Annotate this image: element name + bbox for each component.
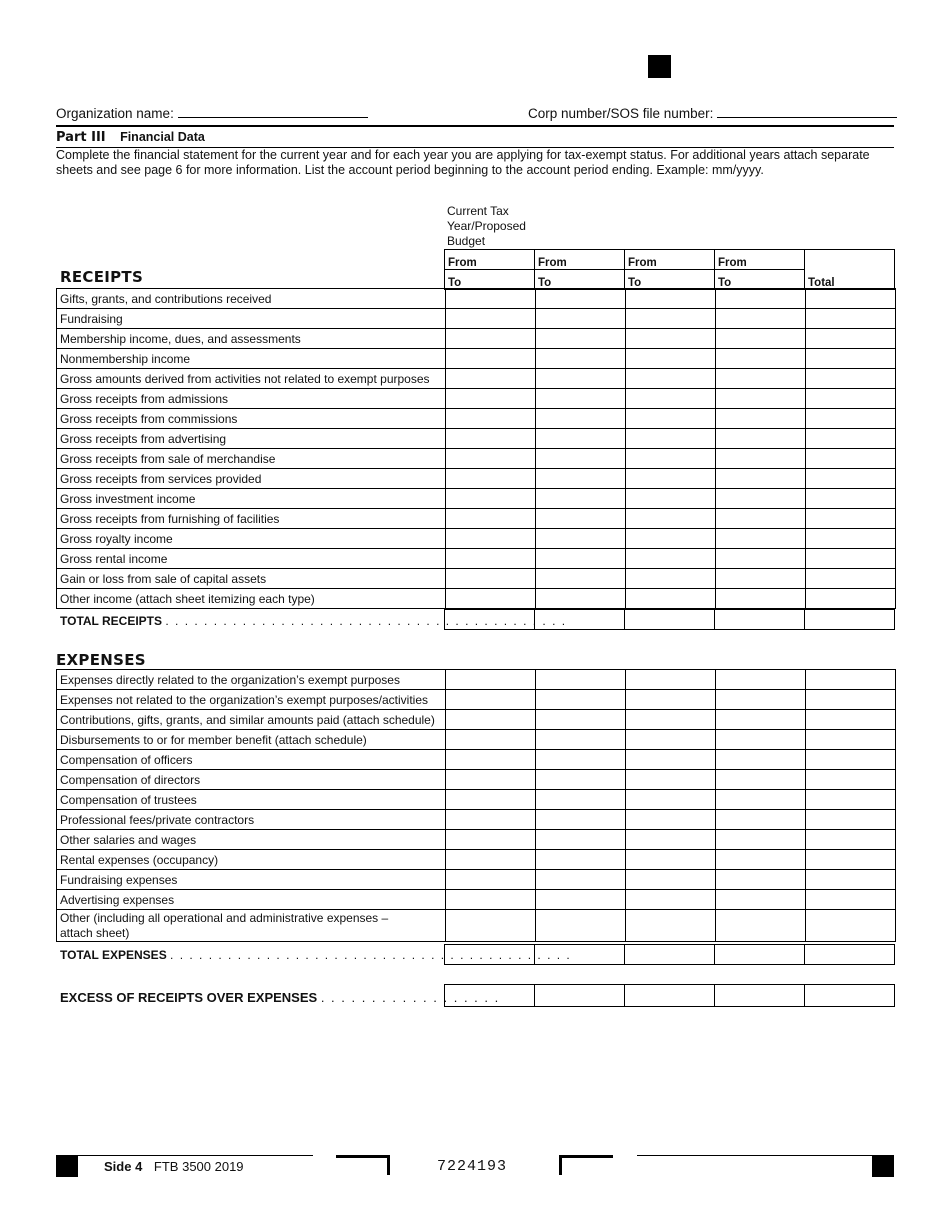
other-expenses-line-2: attach sheet)	[60, 925, 130, 940]
receipts-row-label: Gross receipts from admissions	[57, 389, 446, 409]
total-expenses-dots: . . . . . . . . . . . . . . . . . . . . . . . . . . . . . . . . . . . . . . . . . .	[170, 948, 572, 962]
excess-text: EXCESS OF RECEIPTS OVER EXPENSES	[60, 990, 318, 1005]
receipts-amount-cell[interactable]	[536, 369, 626, 389]
total-receipts-cell[interactable]	[625, 610, 715, 630]
expenses-amount-cell[interactable]	[806, 690, 896, 710]
expenses-amount-cell[interactable]	[716, 830, 806, 850]
expenses-amount-cell[interactable]	[626, 790, 716, 810]
receipts-amount-cell[interactable]	[536, 449, 626, 469]
expenses-row	[57, 890, 896, 910]
from-cell-4[interactable]	[715, 250, 805, 270]
total-expenses-cells	[444, 944, 895, 965]
receipts-amount-cell[interactable]	[536, 349, 626, 369]
total-expenses-cell[interactable]	[805, 945, 895, 965]
expenses-amount-cell[interactable]	[536, 850, 626, 870]
expenses-amount-cell[interactable]	[446, 870, 536, 890]
expenses-amount-cell[interactable]	[716, 810, 806, 830]
receipts-row	[57, 489, 896, 509]
expenses-amount-cell[interactable]	[806, 750, 896, 770]
receipts-amount-cell[interactable]	[806, 549, 896, 569]
receipts-amount-cell[interactable]	[716, 549, 806, 569]
receipts-row	[57, 529, 896, 549]
receipts-row-label: Gross receipts from advertising	[57, 429, 446, 449]
receipts-amount-cell[interactable]	[806, 409, 896, 429]
expenses-amount-cell[interactable]	[626, 770, 716, 790]
expenses-row-label: Compensation of trustees	[57, 790, 446, 810]
total-receipts-cell[interactable]	[805, 610, 895, 630]
expenses-row-label: Expenses not related to the organization’s exempt purposes/activities	[57, 690, 446, 710]
from-cell-2[interactable]	[535, 250, 625, 270]
excess-cell[interactable]	[535, 985, 625, 1007]
receipts-amount-cell[interactable]	[806, 329, 896, 349]
receipts-amount-cell[interactable]	[716, 489, 806, 509]
receipts-amount-cell[interactable]	[716, 369, 806, 389]
expenses-amount-cell[interactable]	[716, 910, 806, 942]
receipts-row	[57, 289, 896, 309]
receipts-row-label: Gain or loss from sale of capital assets	[57, 569, 446, 589]
receipts-amount-cell[interactable]	[716, 469, 806, 489]
expenses-amount-cell[interactable]	[446, 850, 536, 870]
total-expenses-cell[interactable]	[625, 945, 715, 965]
expenses-amount-cell[interactable]	[446, 810, 536, 830]
expenses-amount-cell[interactable]	[626, 850, 716, 870]
receipts-amount-cell[interactable]	[536, 429, 626, 449]
expenses-amount-cell[interactable]	[536, 770, 626, 790]
expenses-amount-cell[interactable]	[626, 830, 716, 850]
receipts-amount-cell[interactable]	[626, 349, 716, 369]
receipts-amount-cell[interactable]	[716, 589, 806, 609]
total-expenses-cell[interactable]	[535, 945, 625, 965]
receipts-row	[57, 409, 896, 429]
receipts-amount-cell[interactable]	[446, 449, 536, 469]
current-year-header: Current Tax Year/Proposed Budget	[447, 204, 526, 248]
excess-cells	[444, 984, 895, 1007]
receipts-amount-cell[interactable]	[806, 529, 896, 549]
expenses-amount-cell[interactable]	[626, 910, 716, 942]
receipts-amount-cell[interactable]	[536, 389, 626, 409]
receipts-amount-cell[interactable]	[536, 309, 626, 329]
expenses-row-label: Fundraising expenses	[57, 870, 446, 890]
expenses-row	[57, 730, 896, 750]
total-receipts-cell[interactable]	[445, 610, 535, 630]
receipts-amount-cell[interactable]	[716, 409, 806, 429]
expenses-row	[57, 870, 896, 890]
expenses-amount-cell[interactable]	[536, 730, 626, 750]
expenses-amount-cell[interactable]	[536, 830, 626, 850]
receipts-amount-cell[interactable]	[536, 489, 626, 509]
expenses-amount-cell[interactable]	[806, 850, 896, 870]
to-label: To	[448, 277, 462, 289]
expenses-amount-cell[interactable]	[806, 770, 896, 790]
to-cell-3[interactable]	[625, 270, 715, 290]
receipts-amount-cell[interactable]	[536, 469, 626, 489]
receipts-row	[57, 469, 896, 489]
other-expenses-line-1: Other (including all operational and administrative expenses –	[60, 910, 389, 925]
receipts-amount-cell[interactable]	[446, 329, 536, 349]
receipts-row-label: Gross investment income	[57, 489, 446, 509]
part-instructions: Complete the financial statement for the current year and for each year you are applying for tax-exempt status. For additional years attach separate sheets and see page 6 for more information. List the account period beginning to the account period ending. Example: mm/yyyy.	[56, 148, 870, 177]
receipts-amount-cell[interactable]	[806, 309, 896, 329]
expenses-amount-cell[interactable]	[536, 710, 626, 730]
footer-bracket-right	[559, 1155, 613, 1175]
receipts-grid	[56, 288, 896, 609]
total-receipts-text: TOTAL RECEIPTS	[60, 614, 163, 628]
organization-name-line[interactable]	[178, 105, 368, 118]
expenses-row-label: Disbursements to or for member benefit (attach schedule)	[57, 730, 446, 750]
footer-mark-left	[56, 1155, 78, 1177]
expenses-amount-cell[interactable]	[626, 730, 716, 750]
receipts-amount-cell[interactable]	[536, 549, 626, 569]
receipts-amount-cell[interactable]	[716, 389, 806, 409]
receipts-row-label: Gross receipts from furnishing of facilities	[57, 509, 446, 529]
expenses-amount-cell[interactable]	[716, 870, 806, 890]
footer-rule-left	[78, 1155, 313, 1156]
receipts-amount-cell[interactable]	[626, 329, 716, 349]
receipts-amount-cell[interactable]	[806, 429, 896, 449]
receipts-amount-cell[interactable]	[536, 329, 626, 349]
receipts-amount-cell[interactable]	[806, 449, 896, 469]
expenses-amount-cell[interactable]	[626, 870, 716, 890]
expenses-amount-cell[interactable]	[446, 690, 536, 710]
expenses-amount-cell[interactable]	[626, 710, 716, 730]
period-header-grid	[444, 249, 895, 290]
expenses-row-label: Compensation of officers	[57, 750, 446, 770]
expenses-amount-cell[interactable]	[716, 790, 806, 810]
total-receipts-cell[interactable]	[715, 610, 805, 630]
expenses-row	[57, 690, 896, 710]
receipts-amount-cell[interactable]	[626, 549, 716, 569]
receipts-amount-cell[interactable]	[716, 289, 806, 309]
receipts-row-label: Gross royalty income	[57, 529, 446, 549]
expenses-amount-cell[interactable]	[626, 670, 716, 690]
expenses-row	[57, 670, 896, 690]
expenses-row-label: Other salaries and wages	[57, 830, 446, 850]
receipts-amount-cell[interactable]	[626, 509, 716, 529]
footer-bracket-left	[336, 1155, 390, 1175]
expenses-row	[57, 750, 896, 770]
receipts-amount-cell[interactable]	[626, 309, 716, 329]
receipts-row-label: Membership income, dues, and assessments	[57, 329, 446, 349]
receipts-amount-cell[interactable]	[806, 589, 896, 609]
total-receipts-dots: . . . . . . . . . . . . . . . . . . . . . . . . . . . . . . . . . . . . . . . . . .	[165, 614, 567, 628]
to-cell-1[interactable]	[445, 270, 535, 290]
expenses-amount-cell[interactable]	[536, 790, 626, 810]
receipts-amount-cell[interactable]	[716, 509, 806, 529]
total-receipts-cells	[444, 609, 895, 630]
from-label: From	[718, 257, 747, 269]
receipts-amount-cell[interactable]	[536, 409, 626, 429]
receipts-amount-cell[interactable]	[626, 469, 716, 489]
footer-side: Side 4	[104, 1159, 143, 1174]
receipts-row	[57, 369, 896, 389]
expenses-amount-cell[interactable]	[446, 670, 536, 690]
expenses-amount-cell[interactable]	[536, 910, 626, 942]
expenses-amount-cell[interactable]	[446, 910, 536, 942]
receipts-amount-cell[interactable]	[536, 289, 626, 309]
expenses-amount-cell[interactable]	[716, 710, 806, 730]
corp-number-label: Corp number/SOS file number:	[528, 106, 714, 121]
part-heading	[56, 128, 205, 146]
receipts-row	[57, 329, 896, 349]
footer-mark-right	[872, 1155, 894, 1177]
receipts-row-label: Gross receipts from sale of merchandise	[57, 449, 446, 469]
receipts-amount-cell[interactable]	[626, 429, 716, 449]
expenses-amount-cell[interactable]	[716, 850, 806, 870]
receipts-amount-cell[interactable]	[446, 409, 536, 429]
total-expenses-text: TOTAL EXPENSES	[60, 948, 167, 962]
expenses-row	[57, 790, 896, 810]
receipts-amount-cell[interactable]	[446, 589, 536, 609]
expenses-amount-cell[interactable]	[536, 690, 626, 710]
receipts-amount-cell[interactable]	[626, 389, 716, 409]
expenses-title: EXPENSES	[56, 651, 146, 669]
receipts-amount-cell[interactable]	[806, 289, 896, 309]
expenses-amount-cell[interactable]	[806, 830, 896, 850]
receipts-amount-cell[interactable]	[446, 469, 536, 489]
expenses-amount-cell[interactable]	[716, 690, 806, 710]
expenses-amount-cell[interactable]	[446, 750, 536, 770]
receipts-amount-cell[interactable]	[806, 509, 896, 529]
expenses-amount-cell[interactable]	[806, 870, 896, 890]
expenses-amount-cell[interactable]	[806, 730, 896, 750]
expenses-row-label: Rental expenses (occupancy)	[57, 850, 446, 870]
total-expenses-cell[interactable]	[715, 945, 805, 965]
header-rule	[56, 125, 894, 127]
receipts-amount-cell[interactable]	[626, 409, 716, 429]
expenses-amount-cell[interactable]	[806, 810, 896, 830]
receipts-amount-cell[interactable]	[806, 569, 896, 589]
excess-cell[interactable]	[715, 985, 805, 1007]
excess-label	[60, 990, 500, 1005]
excess-cell[interactable]	[805, 985, 895, 1007]
expenses-row-label: Advertising expenses	[57, 890, 446, 910]
expenses-grid	[56, 669, 896, 942]
receipts-amount-cell[interactable]	[536, 569, 626, 589]
receipts-row-label: Other income (attach sheet itemizing each type)	[57, 589, 446, 609]
expenses-row	[57, 850, 896, 870]
to-cell-2[interactable]	[535, 270, 625, 290]
expenses-row-label: Professional fees/private contractors	[57, 810, 446, 830]
receipts-row	[57, 389, 896, 409]
excess-cell[interactable]	[445, 985, 535, 1007]
expenses-amount-cell[interactable]	[716, 890, 806, 910]
receipts-title: RECEIPTS	[60, 268, 144, 286]
receipts-amount-cell[interactable]	[716, 569, 806, 589]
receipts-amount-cell[interactable]	[536, 509, 626, 529]
from-label: From	[628, 257, 657, 269]
expenses-amount-cell[interactable]	[716, 730, 806, 750]
expenses-amount-cell[interactable]	[626, 890, 716, 910]
to-cell-4[interactable]	[715, 270, 805, 290]
receipts-amount-cell[interactable]	[716, 329, 806, 349]
footer-rule-right	[637, 1155, 872, 1156]
from-cell-3[interactable]	[625, 250, 715, 270]
receipts-amount-cell[interactable]	[806, 389, 896, 409]
receipts-row-label: Gross receipts from commissions	[57, 409, 446, 429]
receipts-amount-cell[interactable]	[446, 529, 536, 549]
expenses-amount-cell[interactable]	[536, 750, 626, 770]
receipts-row-label: Gross rental income	[57, 549, 446, 569]
expenses-amount-cell[interactable]	[446, 890, 536, 910]
expenses-row	[57, 710, 896, 730]
receipts-row-label: Fundraising	[57, 309, 446, 329]
receipts-amount-cell[interactable]	[536, 589, 626, 609]
organization-name-field[interactable]	[56, 105, 368, 121]
total-receipts-cell[interactable]	[535, 610, 625, 630]
expenses-row	[57, 910, 896, 942]
receipts-amount-cell[interactable]	[626, 289, 716, 309]
from-label: From	[538, 257, 567, 269]
receipts-row-label: Nonmembership income	[57, 349, 446, 369]
receipts-amount-cell[interactable]	[716, 449, 806, 469]
expenses-amount-cell[interactable]	[626, 810, 716, 830]
expenses-amount-cell[interactable]	[806, 670, 896, 690]
receipts-amount-cell[interactable]	[626, 569, 716, 589]
receipts-row-label: Gross receipts from services provided	[57, 469, 446, 489]
part-number: Part III	[56, 130, 106, 145]
expenses-row	[57, 810, 896, 830]
receipts-row	[57, 589, 896, 609]
expenses-amount-cell[interactable]	[536, 670, 626, 690]
from-label: From	[448, 257, 477, 269]
receipts-row-label: Gifts, grants, and contributions received	[57, 289, 446, 309]
receipts-amount-cell[interactable]	[446, 549, 536, 569]
total-header-cell	[805, 250, 895, 290]
expenses-row	[57, 770, 896, 790]
receipts-row-label: Gross amounts derived from activities not related to exempt purposes	[57, 369, 446, 389]
expenses-amount-cell[interactable]	[536, 870, 626, 890]
expenses-amount-cell[interactable]	[716, 770, 806, 790]
receipts-amount-cell[interactable]	[446, 349, 536, 369]
receipts-amount-cell[interactable]	[716, 429, 806, 449]
receipts-amount-cell[interactable]	[446, 369, 536, 389]
corp-number-line[interactable]	[717, 105, 897, 118]
receipts-amount-cell[interactable]	[806, 469, 896, 489]
expenses-amount-cell[interactable]	[446, 710, 536, 730]
receipts-amount-cell[interactable]	[626, 449, 716, 469]
to-label: To	[718, 277, 732, 289]
receipts-amount-cell[interactable]	[446, 429, 536, 449]
expenses-amount-cell[interactable]	[446, 730, 536, 750]
expenses-amount-cell[interactable]	[806, 790, 896, 810]
receipts-amount-cell[interactable]	[716, 529, 806, 549]
receipts-amount-cell[interactable]	[446, 289, 536, 309]
excess-cell[interactable]	[625, 985, 715, 1007]
to-label: To	[628, 277, 642, 289]
footer-form-id	[104, 1159, 244, 1174]
expenses-row-label: Expenses directly related to the organization’s exempt purposes	[57, 670, 446, 690]
receipts-row	[57, 549, 896, 569]
total-expenses-cell[interactable]	[445, 945, 535, 965]
receipts-row	[57, 509, 896, 529]
expenses-row-label	[57, 910, 446, 942]
expenses-row-label: Compensation of directors	[57, 770, 446, 790]
expenses-amount-cell[interactable]	[536, 890, 626, 910]
footer-code: 7224193	[437, 1158, 508, 1175]
receipts-row	[57, 309, 896, 329]
receipts-row	[57, 349, 896, 369]
receipts-row	[57, 569, 896, 589]
receipts-amount-cell[interactable]	[806, 489, 896, 509]
receipts-amount-cell[interactable]	[626, 589, 716, 609]
receipts-amount-cell[interactable]	[806, 369, 896, 389]
part-title: Financial Data	[120, 130, 205, 144]
receipts-amount-cell[interactable]	[626, 529, 716, 549]
receipts-amount-cell[interactable]	[626, 369, 716, 389]
expenses-amount-cell[interactable]	[806, 910, 896, 942]
receipts-amount-cell[interactable]	[626, 489, 716, 509]
expenses-row-label: Contributions, gifts, grants, and similar amounts paid (attach schedule)	[57, 710, 446, 730]
footer-form: FTB 3500 2019	[153, 1159, 244, 1174]
expenses-amount-cell[interactable]	[536, 810, 626, 830]
corp-number-field[interactable]	[528, 105, 897, 121]
expenses-amount-cell[interactable]	[446, 830, 536, 850]
receipts-amount-cell[interactable]	[806, 349, 896, 369]
expenses-amount-cell[interactable]	[716, 750, 806, 770]
receipts-amount-cell[interactable]	[716, 309, 806, 329]
receipts-row	[57, 449, 896, 469]
registration-mark	[648, 55, 671, 78]
receipts-amount-cell[interactable]	[716, 349, 806, 369]
expenses-amount-cell[interactable]	[626, 690, 716, 710]
to-label: To	[538, 277, 552, 289]
receipts-amount-cell[interactable]	[446, 569, 536, 589]
receipts-row	[57, 429, 896, 449]
expenses-amount-cell[interactable]	[806, 710, 896, 730]
receipts-amount-cell[interactable]	[446, 389, 536, 409]
expenses-amount-cell[interactable]	[806, 890, 896, 910]
total-label: Total	[808, 277, 835, 289]
expenses-row	[57, 830, 896, 850]
receipts-amount-cell[interactable]	[446, 509, 536, 529]
expenses-amount-cell[interactable]	[446, 790, 536, 810]
receipts-amount-cell[interactable]	[536, 529, 626, 549]
expenses-amount-cell[interactable]	[446, 770, 536, 790]
expenses-amount-cell[interactable]	[626, 750, 716, 770]
excess-dots: . . . . . . . . . . . . . . . . . .	[320, 990, 500, 1005]
expenses-amount-cell[interactable]	[716, 670, 806, 690]
from-cell-1[interactable]	[445, 250, 535, 270]
receipts-amount-cell[interactable]	[446, 309, 536, 329]
receipts-amount-cell[interactable]	[446, 489, 536, 509]
organization-name-label: Organization name:	[56, 106, 174, 121]
